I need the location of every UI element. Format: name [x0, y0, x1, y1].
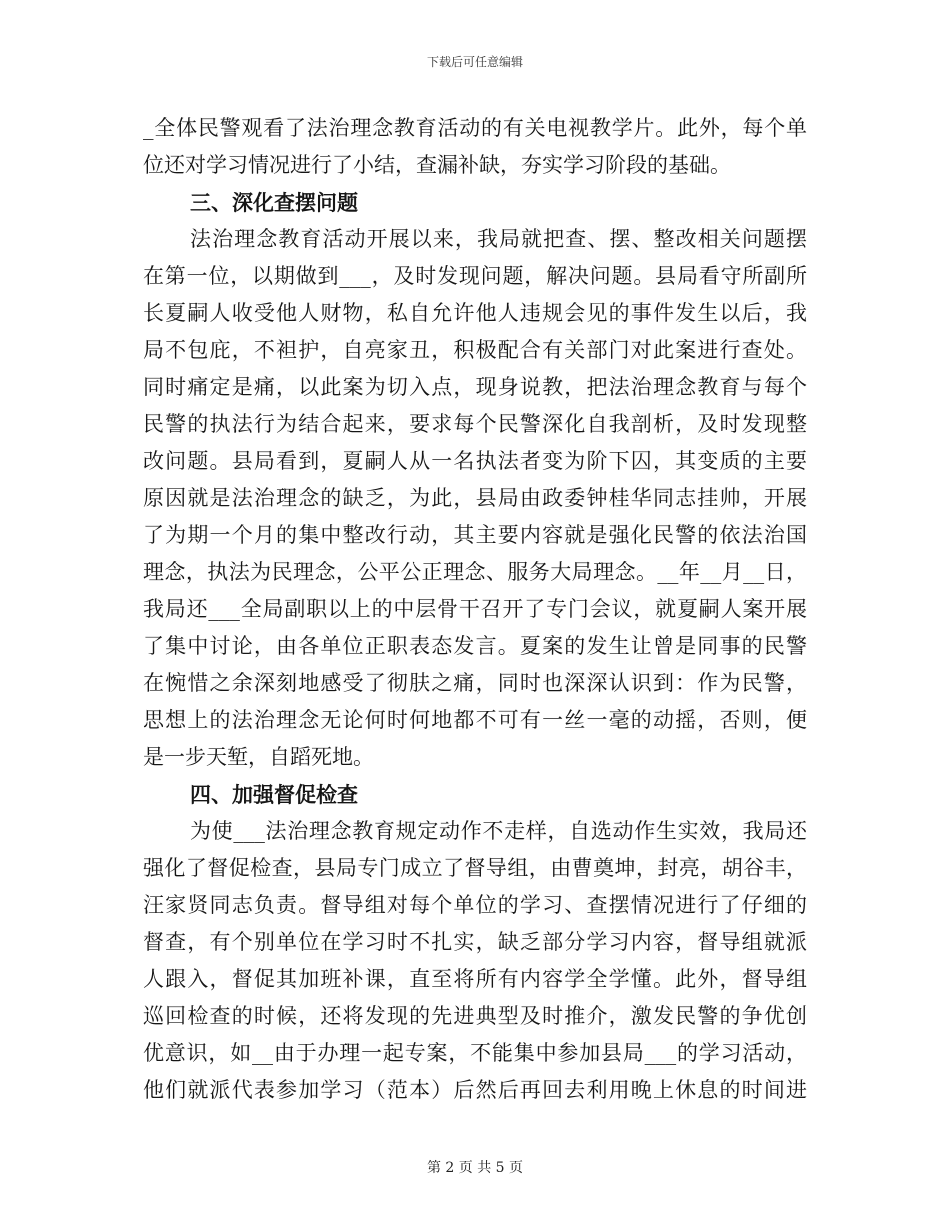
text-line: 巡回检查的时候，还将发现的先进典型及时推介，激发民警的争优创 [143, 1004, 807, 1028]
text-line: 民警的执法行为结合起来，要求每个民警深化自我剖析，及时发现整 [143, 412, 807, 436]
text-line: 了为期一个月的集中整改行动，其主要内容就是强化民警的依法治国 [143, 523, 807, 547]
text-line: 位还对学习情况进行了小结，查漏补缺，夯实学习阶段的基础。 [143, 153, 731, 177]
page-number-footer: 第 2 页 共 5 页 [426, 1160, 524, 1176]
text-line: 为使___法治理念教育规定动作不走样，自选动作生实效，我局还 [190, 819, 807, 843]
section-heading-text: 三、深化查摆问题 [190, 190, 358, 215]
text-line: 汪家贤同志负责。督导组对每个单位的学习、查摆情况进行了仔细的 [143, 893, 807, 917]
text-line: 督查，有个别单位在学习时不扎实，缺乏部分学习内容，督导组就派 [143, 930, 807, 954]
text-line: 了集中讨论，由各单位正职表态发言。夏案的发生让曾是同事的民警 [143, 634, 807, 658]
paragraph [143, 813, 807, 1109]
paragraph [143, 221, 807, 776]
text-line: 人跟入，督促其加班补课，直至将所有内容学全学懂。此外，督导组 [143, 967, 807, 991]
text-line: 长夏嗣人收受他人财物，私自允许他人违规会见的事件发生以后，我 [143, 301, 807, 325]
page-header-note: 下载后可任意编辑 [426, 55, 523, 69]
section-heading [143, 184, 807, 221]
text-line: 我局还___全局副职以上的中层骨干召开了专门会议，就夏嗣人案开展 [143, 597, 807, 621]
section-heading-text: 四、加强督促检查 [190, 782, 358, 807]
text-line: 他们就派代表参加学习（范本）后然后再回去利用晚上休息的时间进 [143, 1078, 807, 1102]
text-line: _全体民警观看了法治理念教育活动的有关电视教学片。此外，每个单 [143, 116, 807, 140]
text-line: 优意识，如__由于办理一起专案，不能集中参加县局___的学习活动， [143, 1041, 807, 1065]
text-line: 是一步天堑，自蹈死地。 [143, 745, 374, 769]
paragraph [143, 110, 807, 184]
text-line: 理念，执法为民理念，公平公正理念、服务大局理念。__年__月__日， [143, 560, 807, 584]
text-line: 在第一位，以期做到___，及时发现问题，解决问题。县局看守所副所 [143, 264, 807, 288]
text-line: 原因就是法治理念的缺乏，为此，县局由政委钟桂华同志挂帅，开展 [143, 486, 807, 510]
section-heading [143, 776, 807, 813]
text-line: 强化了督促检查，县局专门成立了督导组，由曹奠坤，封亮，胡谷丰， [143, 856, 807, 880]
text-line: 思想上的法治理念无论何时何地都不可有一丝一毫的动摇，否则，便 [143, 708, 807, 732]
text-line: 局不包庇，不袒护，自亮家丑，积极配合有关部门对此案进行查处。 [143, 338, 807, 362]
document-body [143, 110, 807, 1109]
text-line: 同时痛定是痛，以此案为切入点，现身说教，把法治理念教育与每个 [143, 375, 807, 399]
text-line: 在惋惜之余深刻地感受了彻肤之痛，同时也深深认识到：作为民警， [143, 671, 807, 695]
text-line: 法治理念教育活动开展以来，我局就把查、摆、整改相关问题摆 [190, 227, 807, 251]
text-line: 改问题。县局看到，夏嗣人从一名执法者变为阶下囚，其变质的主要 [143, 449, 807, 473]
